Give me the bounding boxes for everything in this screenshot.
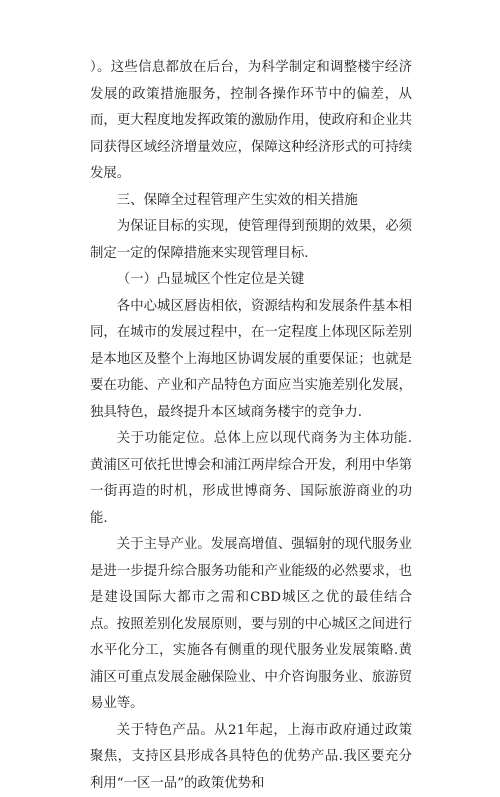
paragraph-products: 关于特色产品。从21年起，上海市政府通过政策聚焦，支持区县形成各具特色的优势产品.我区要充分利用“一区一品”的政策优势和 xyxy=(90,718,412,797)
paragraph-continuation: ）。这些信息都放在后台，为科学制定和调整楼宇经济发展的政策措施服务，控制各操作环节中的偏差，从而，更大程度地发挥政策的激励作用，使政府和企业共同获得区域经济增量效应，保障这种经济形式的可持续发展。 xyxy=(90,55,412,188)
paragraph-industry: 关于主导产业。发展高增值、强辐射的现代服务业是进一步提升综合服务功能和产业能级的必然要求，也是建设国际大都市之需和CBD城区之优的最佳结合点。按照差别化发展原则，要与别的中心城区之间进行水平化分工，实施各有侧重的现代服务业发展策略.黄浦区可重点发展金融保险业、中介咨询服务业、旅游贸易业等。 xyxy=(90,532,412,718)
paragraph-intro: 为保证目标的实现，使管理得到预期的效果，必须制定一定的保障措施来实现管理目标. xyxy=(90,214,412,267)
document-body xyxy=(90,55,412,797)
paragraph-function: 关于功能定位。总体上应以现代商务为主体功能.黄浦区可依托世博会和浦江两岸综合开发，利用中华第一街再造的时机，形成世博商务、国际旅游商业的功能. xyxy=(90,426,412,532)
subsection-heading: （一）凸显城区个性定位是关键 xyxy=(90,267,412,294)
paragraph-district: 各中心城区唇齿相依，资源结构和发展条件基本相同，在城市的发展过程中，在一定程度上体现区际差别是本地区及整个上海地区协调发展的重要保证；也就是要在功能、产业和产品特色方面应当实施差别化发展，独具特色，最终提升本区域商务楼宇的竞争力. xyxy=(90,294,412,427)
section-heading: 三、保障全过程管理产生实效的相关措施 xyxy=(90,188,412,215)
